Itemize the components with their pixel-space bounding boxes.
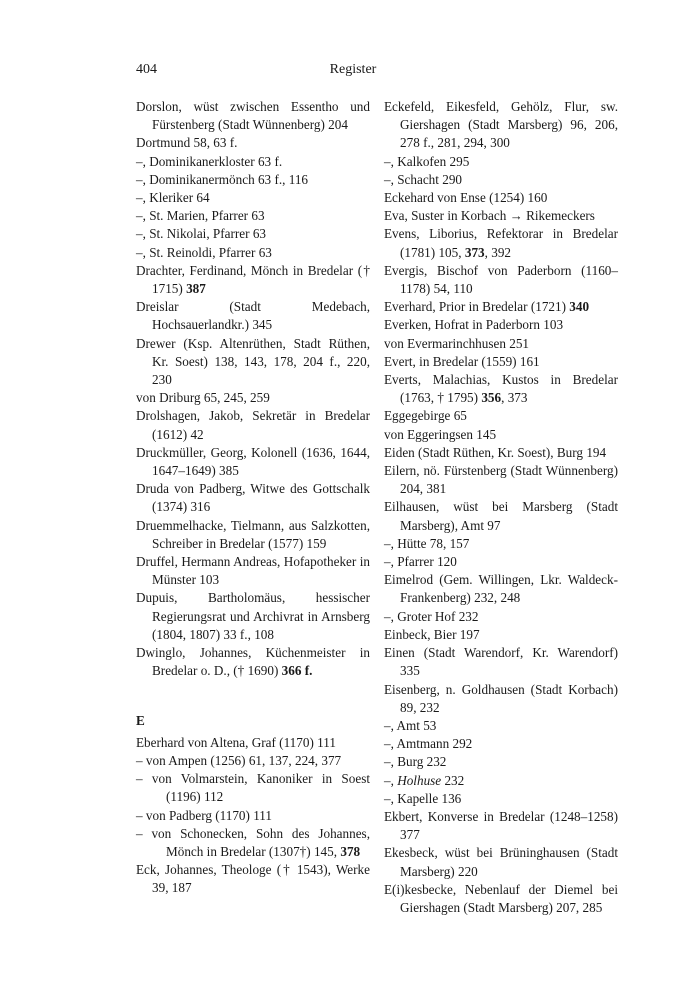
index-entry <box>136 98 370 134</box>
entry-text: Eisenberg, n. Goldhausen (Stadt Korbach) 89, 232 <box>384 681 618 715</box>
entry-text: Evert, in Bredelar (1559) 161 <box>384 353 540 369</box>
section-letter <box>136 712 370 730</box>
entry-text: Everhard, Prior in Bredelar (1721) <box>384 299 570 315</box>
entry-text: –, Dominikanermönch 63 f., 116 <box>136 171 309 187</box>
index-entry <box>384 608 618 626</box>
entry-text: –, Kleriker 64 <box>136 190 210 206</box>
entry-text: Eck, Johannes, Theologe († 1543), Werke 39, 187 <box>136 862 370 896</box>
entry-text: – von Volmarstein, Kanoniker in Soest (1196) 112 <box>136 771 370 805</box>
entry-text: Einbeck, Bier 197 <box>384 626 480 642</box>
entry-text: Eilhausen, wüst bei Marsberg (Stadt Marsberg), Amt 97 <box>384 499 618 533</box>
entry-text: Eckefeld, Eikesfeld, Gehölz, Flur, sw. Giershagen (Stadt Marsberg) 96, 206, 278 f., 281, 294, 300 <box>384 99 618 151</box>
entry-text: Everts, Malachias, Kustos in Bredelar (1763, † 1795) <box>384 372 618 406</box>
entry-text: Dupuis, Bartholomäus, hessischer Regierungsrat und Archivrat in Arnsberg (1804, 1807) 33 f., 108 <box>136 590 370 642</box>
entry-text: –, Amt 53 <box>384 717 437 733</box>
entry-text: Eckehard von Ense (1254) 160 <box>384 190 548 206</box>
entry-text: Eva, Suster in Korbach → Rikemeckers <box>384 208 595 224</box>
index-entry <box>384 298 618 316</box>
index-entry <box>136 734 370 752</box>
entry-text: Druckmüller, Georg, Kolonell (1636, 1644, 1647–1649) 385 <box>136 444 370 479</box>
entry-text: E(i)kesbecke, Nebenlauf der Diemel bei Giershagen (Stadt Marsberg) 207, 285 <box>384 881 618 915</box>
index-entry <box>136 752 370 770</box>
index-entry <box>384 98 618 153</box>
index-entry <box>136 517 370 553</box>
entry-text: Evergis, Bischof von Paderborn (1160–1178) 54, 110 <box>384 262 618 297</box>
index-entry <box>136 134 370 152</box>
index-entry <box>384 681 618 717</box>
entry-text: Dreislar (Stadt Medebach, Hochsauerlandkr.) 345 <box>136 299 370 333</box>
index-entry <box>136 244 370 262</box>
index-entry <box>136 207 370 225</box>
index-entry <box>384 407 618 425</box>
index-entry <box>384 644 618 680</box>
entry-text: –, Pfarrer 120 <box>384 554 457 570</box>
index-entry <box>136 189 370 207</box>
index-entry <box>384 498 618 534</box>
entry-text: Eberhard von Altena, Graf (1170) 111 <box>136 734 336 750</box>
index-entry <box>384 844 618 880</box>
index-entry <box>136 225 370 243</box>
entry-text: –, Dominikanerkloster 63 f. <box>136 153 283 169</box>
index-entry <box>384 717 618 735</box>
index-entry <box>384 153 618 171</box>
index-entry <box>384 571 618 607</box>
entry-text: –, <box>384 772 398 788</box>
entry-text: E <box>136 712 145 728</box>
entry-text: Eimelrod (Gem. Willingen, Lkr. Waldeck-Frankenberg) 232, 248 <box>384 572 618 606</box>
index-entry <box>136 825 370 861</box>
index-entry <box>136 861 370 897</box>
entry-text: –, St. Reinoldi, Pfarrer 63 <box>136 244 272 260</box>
entry-text: Everken, Hofrat in Paderborn 103 <box>384 317 564 333</box>
index-entry <box>384 353 618 371</box>
index-entry <box>136 589 370 644</box>
index-entry <box>136 480 370 516</box>
index-entry <box>384 262 618 298</box>
entry-text: Druda von Padberg, Witwe des Gottschalk (1374) 316 <box>136 481 370 515</box>
index-entry <box>384 735 618 753</box>
bold-page-ref: 340 <box>569 299 590 315</box>
index-entry <box>384 189 618 207</box>
entry-text: Ekbert, Konverse in Bredelar (1248–1258) 377 <box>384 808 618 843</box>
index-entry <box>384 335 618 353</box>
index-entry <box>136 171 370 189</box>
entry-text: Dortmund 58, 63 f. <box>136 135 238 151</box>
index-entry <box>384 753 618 771</box>
index-column-right <box>384 98 618 917</box>
entry-text: –, Amtmann 292 <box>384 736 473 752</box>
entry-text: –, Hütte 78, 157 <box>384 535 470 551</box>
entry-text: , 392 <box>484 244 511 260</box>
page-number: 404 <box>136 62 157 77</box>
bold-page-ref: 378 <box>340 843 361 859</box>
index-entry <box>384 772 618 790</box>
entry-text: von Eggeringsen 145 <box>384 426 497 442</box>
index-entry <box>136 807 370 825</box>
index-entry <box>136 644 370 680</box>
entry-text: – von Padberg (1170) 111 <box>136 807 273 823</box>
entry-text: Einen (Stadt Warendorf, Kr. Warendorf) 335 <box>384 645 618 679</box>
entry-text: Ekesbeck, wüst bei Brüninghausen (Stadt Marsberg) 220 <box>384 845 618 879</box>
bold-page-ref: 366 f. <box>281 663 313 679</box>
index-entry <box>136 444 370 480</box>
index-entry <box>384 171 618 189</box>
entry-text: Eiden (Stadt Rüthen, Kr. Soest), Burg 194 <box>384 444 607 460</box>
entry-text: Eilern, nö. Fürstenberg (Stadt Wünnenberg) 204, 381 <box>384 463 618 497</box>
entry-text: –, Kalkofen 295 <box>384 153 470 169</box>
bold-page-ref: 373 <box>464 244 485 260</box>
entry-text: Drolshagen, Jakob, Sekretär in Bredelar (1612) 42 <box>136 408 370 442</box>
entry-text: –, Schacht 290 <box>384 171 463 187</box>
page-header <box>136 62 570 82</box>
index-entry <box>136 153 370 171</box>
index-entry <box>384 553 618 571</box>
index-entry <box>384 444 618 462</box>
index-column-left <box>136 98 370 898</box>
index-entry <box>136 770 370 806</box>
entry-text: Dorslon, wüst zwischen Essentho und Fürstenberg (Stadt Wünnenberg) 204 <box>136 99 370 133</box>
italic-term: Holhuse <box>397 772 442 788</box>
entry-text: Drewer (Ksp. Altenrüthen, Stadt Rüthen, Kr. Soest) 138, 143, 178, 204 f., 220, 230 <box>136 335 370 388</box>
index-entry <box>136 553 370 589</box>
index-entry <box>384 316 618 334</box>
index-entry <box>384 535 618 553</box>
entry-text: – von Schonecken, Sohn des Johannes, Mönch in Bredelar (1307†) 145, <box>136 825 370 859</box>
index-entry <box>384 207 618 225</box>
index-entry <box>384 371 618 407</box>
entry-text: –, Burg 232 <box>384 754 447 770</box>
index-entry <box>136 335 370 390</box>
index-entry <box>384 462 618 498</box>
index-entry <box>384 790 618 808</box>
entry-text: Evens, Liborius, Refektorar in Bredelar (1781) 105, <box>384 226 618 260</box>
entry-text: –, St. Nikolai, Pfarrer 63 <box>136 226 267 242</box>
index-entry <box>136 298 370 334</box>
entry-text: von Driburg 65, 245, 259 <box>136 390 270 406</box>
index-entry <box>136 389 370 407</box>
entry-text: 232 <box>441 772 465 788</box>
bold-page-ref: 356 <box>481 390 502 406</box>
index-entry <box>136 262 370 298</box>
running-title: Register <box>329 62 377 77</box>
entry-text: Drachter, Ferdinand, Mönch in Bredelar († 1715) <box>136 262 370 297</box>
index-entry <box>136 407 370 443</box>
index-entry <box>384 225 618 261</box>
entry-text: von Evermarinchhusen 251 <box>384 335 530 351</box>
entry-text: – von Ampen (1256) 61, 137, 224, 377 <box>136 752 342 768</box>
index-entry <box>384 426 618 444</box>
entry-text: –, Kapelle 136 <box>384 790 462 806</box>
entry-text: –, Groter Hof 232 <box>384 608 479 624</box>
entry-text: Dwinglo, Johannes, Küchenmeister in Bredelar o. D., († 1690) <box>136 645 370 679</box>
entry-text: Druffel, Hermann Andreas, Hofapotheker in Münster 103 <box>136 554 370 588</box>
index-entry <box>384 808 618 844</box>
entry-text: Druemmelhacke, Tielmann, aus Salzkotten, Schreiber in Bredelar (1577) 159 <box>136 517 370 551</box>
bold-page-ref: 387 <box>186 281 206 297</box>
entry-text: –, St. Marien, Pfarrer 63 <box>136 208 265 224</box>
entry-text: Eggegebirge 65 <box>384 408 467 424</box>
index-entry <box>384 626 618 644</box>
entry-text: , 373 <box>501 390 528 406</box>
index-entry <box>384 881 618 917</box>
